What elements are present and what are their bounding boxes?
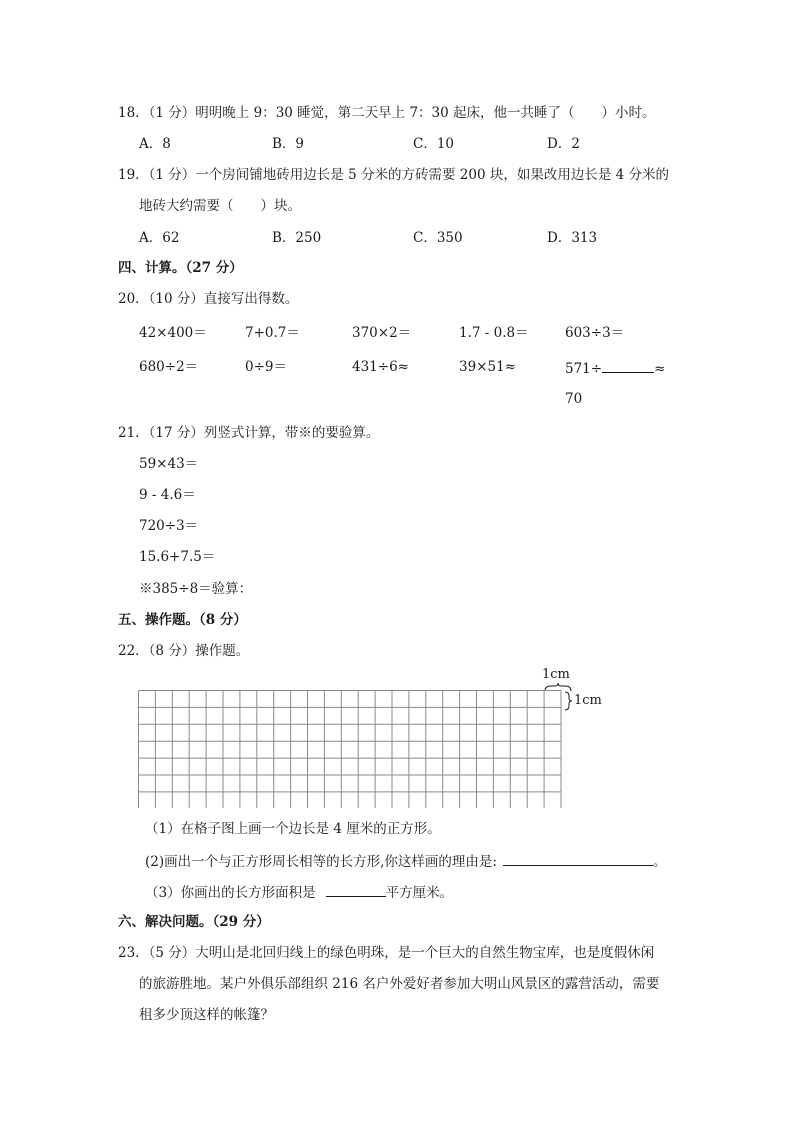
q22-sub2 <box>145 851 666 871</box>
q20-expr: 0÷9＝ <box>245 359 287 375</box>
q21-item: ※385÷8＝验算： <box>139 581 253 597</box>
section-title-calculation: 四、计算。（27 分） <box>118 260 243 276</box>
q20-expr: 7+0.7＝ <box>245 325 300 341</box>
q22-text: 22．（8 分）操作题。 <box>118 643 250 659</box>
brace-side-icon <box>564 691 574 711</box>
q22-sub1: （1）在格子图上画一个边长是 4 厘米的正方形。 <box>145 821 441 837</box>
q19-text-line2: 地砖大约需要（ ）块。 <box>139 198 301 214</box>
q21-item: 9 - 4.6＝ <box>139 487 196 503</box>
section-title-operation: 五、操作题。（8 分） <box>118 612 247 628</box>
q21-item: 15.6+7.5＝ <box>139 549 216 565</box>
answer-blank-reason[interactable] <box>503 851 653 866</box>
q22-sub2-text: (2)画出一个与正方形周长相等的长方形,你这样画的理由是: <box>145 854 497 870</box>
cm-label-top: 1cm <box>542 667 570 682</box>
q18-option-b[interactable]: B．9 <box>272 136 305 152</box>
q20-expr-with-blank <box>565 358 665 378</box>
q20-expr-wrap: 70 <box>565 391 583 407</box>
q23-text-line1: 23．（5 分）大明山是北回归线上的绿色明珠，是一个巨大的自然生物宝库，也是度假休闲 <box>118 945 655 961</box>
cm-label-side: 1cm <box>574 693 602 708</box>
q21-item: 720÷3＝ <box>139 518 199 534</box>
q18-option-c[interactable]: C．10 <box>413 136 455 152</box>
q22-sub2-end: 。 <box>652 854 667 870</box>
q20-expr-suffix: ≈ <box>654 361 666 377</box>
q19-text-line1: 19．（1 分）一个房间铺地砖用边长是 5 分米的方砖需要 200 块，如果改用边长是 4 分米的 <box>118 167 670 183</box>
q20-expr: 431÷6≈ <box>352 359 409 375</box>
q22-sub3-prefix: （3）你画出的长方形面积是 <box>145 885 316 901</box>
q18-text: 18．（1 分）明明晚上 9：30 睡觉，第二天早上 7：30 起床，他一共睡了（ ）小时。 <box>118 105 656 121</box>
q20-expr: 1.7 - 0.8＝ <box>459 325 529 341</box>
q23-text-line2: 的旅游胜地。某户外俱乐部组织 216 名户外爱好者参加大明山风景区的露营活动，需要 <box>139 976 660 992</box>
q20-expr: 603÷3＝ <box>565 325 625 341</box>
q21-text: 21．（17 分）列竖式计算，带※的要验算。 <box>118 425 380 441</box>
q19-option-a[interactable]: A．62 <box>139 230 180 246</box>
answer-blank[interactable] <box>602 358 654 373</box>
q22-sub3-suffix: 平方厘米。 <box>385 885 454 901</box>
q19-option-b[interactable]: B．250 <box>272 230 322 246</box>
q21-item: 59×43＝ <box>139 456 199 472</box>
q18-option-d[interactable]: D．2 <box>547 136 580 152</box>
q20-expr: 680÷2＝ <box>139 359 199 375</box>
square-grid[interactable] <box>138 690 564 808</box>
q18-option-a[interactable]: A．8 <box>139 136 171 152</box>
q20-expr: 42×400＝ <box>139 325 207 341</box>
q20-expr-prefix: 571÷ <box>565 361 603 377</box>
q19-option-d[interactable]: D．313 <box>547 230 598 246</box>
q20-expr: 39×51≈ <box>459 359 516 375</box>
answer-blank-area[interactable] <box>326 882 386 897</box>
q22-sub3 <box>145 882 453 902</box>
q23-text-line3: 租多少顶这样的帐篷？ <box>139 1007 274 1023</box>
q20-expr: 370×2＝ <box>352 325 412 341</box>
q19-option-c[interactable]: C．350 <box>413 230 463 246</box>
section-title-problem-solving: 六、解决问题。（29 分） <box>118 914 270 930</box>
q20-text: 20．（10 分）直接写出得数。 <box>118 291 299 307</box>
